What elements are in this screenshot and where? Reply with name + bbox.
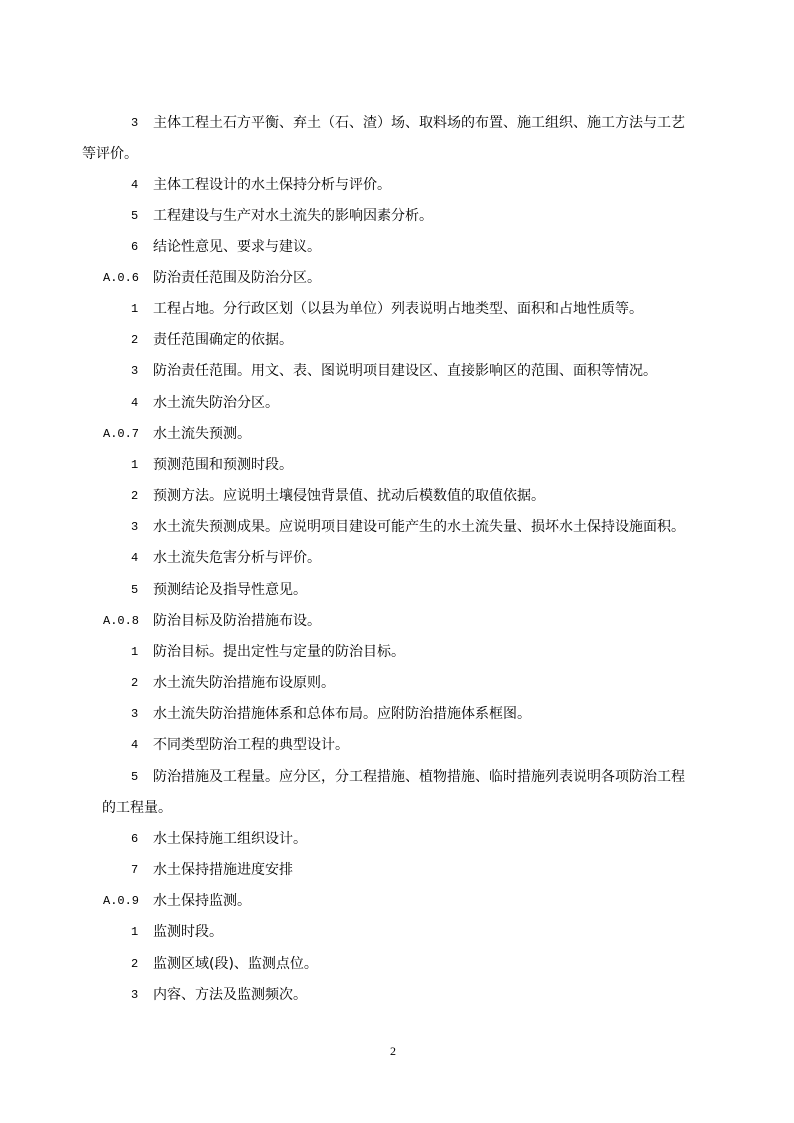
- page-number: 2: [390, 1044, 396, 1058]
- item-text: 不同类型防治工程的典型设计。: [153, 737, 349, 753]
- item-text: 预测范围和预测时段。: [153, 457, 293, 473]
- item-text: 监测时段。: [153, 924, 223, 940]
- item-text: 水土流失预测成果。应说明项目建设可能产生的水土流失量、损坏水土保持设施面积。: [153, 519, 685, 535]
- item-number: 3: [131, 520, 139, 534]
- item-number: 1: [131, 925, 139, 939]
- item-text: 水土流失防治措施布设原则。: [153, 675, 335, 691]
- item-number: 3: [131, 364, 139, 378]
- section-number: A.0.9: [103, 894, 140, 908]
- item-number: 2: [131, 489, 139, 503]
- item-text: 主体工程土石方平衡、弃土（石、渣）场、取料场的布置、施工组织、施工方法与工艺: [153, 115, 685, 131]
- section-title: 防治目标及防治措施布设。: [153, 613, 321, 629]
- item-number: 1: [131, 458, 139, 472]
- section-number: A.0.8: [103, 614, 140, 628]
- item-number: 7: [131, 863, 139, 877]
- item-text: 预测方法。应说明土壤侵蚀背景值、扰动后模数值的取值依据。: [153, 488, 545, 504]
- item-number: 4: [131, 396, 139, 410]
- item-text: 水土保持措施进度安排: [153, 862, 293, 878]
- item-text-continuation: 的工程量。: [102, 800, 172, 816]
- item-number: 1: [131, 302, 139, 316]
- item-number: 2: [131, 333, 139, 347]
- item-text: 工程建设与生产对水土流失的影响因素分析。: [153, 208, 433, 224]
- item-number: 3: [131, 707, 139, 721]
- item-number: 3: [131, 988, 139, 1002]
- item-text-continuation: 等评价。: [82, 146, 138, 162]
- item-text: 结论性意见、要求与建议。: [153, 239, 321, 255]
- item-text: 水土流失防治分区。: [153, 395, 279, 411]
- item-text: 预测结论及指导性意见。: [153, 582, 307, 598]
- item-number: 3: [131, 116, 139, 130]
- item-text: 内容、方法及监测频次。: [153, 987, 307, 1003]
- section-title: 防治责任范围及防治分区。: [153, 270, 321, 286]
- item-number: 6: [131, 832, 139, 846]
- item-number: 5: [131, 209, 139, 223]
- section-number: A.0.7: [103, 427, 140, 441]
- item-text: 水土保持施工组织设计。: [153, 831, 307, 847]
- item-number: 4: [131, 178, 139, 192]
- item-number: 6: [131, 240, 139, 254]
- item-text: 监测区域(段)、监测点位。: [153, 956, 318, 972]
- item-text: 责任范围确定的依据。: [153, 332, 293, 348]
- item-number: 5: [131, 770, 139, 784]
- section-title: 水土流失预测。: [153, 426, 251, 442]
- section-number: A.0.6: [103, 271, 140, 285]
- item-number: 1: [131, 645, 139, 659]
- section-title: 水土保持监测。: [153, 893, 251, 909]
- item-number: 2: [131, 957, 139, 971]
- item-number: 4: [131, 738, 139, 752]
- item-text: 水土流失危害分析与评价。: [153, 550, 321, 566]
- item-text: 水土流失防治措施体系和总体布局。应附防治措施体系框图。: [153, 706, 531, 722]
- item-text: 工程占地。分行政区划（以县为单位）列表说明占地类型、面积和占地性质等。: [153, 301, 643, 317]
- item-number: 2: [131, 676, 139, 690]
- item-text: 主体工程设计的水土保持分析与评价。: [153, 177, 391, 193]
- item-text: 防治责任范围。用文、表、图说明项目建设区、直接影响区的范围、面积等情况。: [153, 363, 657, 379]
- item-text: 防治措施及工程量。应分区，分工程措施、植物措施、临时措施列表说明各项防治工程: [153, 769, 685, 785]
- item-number: 5: [131, 583, 139, 597]
- item-text: 防治目标。提出定性与定量的防治目标。: [153, 644, 405, 660]
- item-number: 4: [131, 551, 139, 565]
